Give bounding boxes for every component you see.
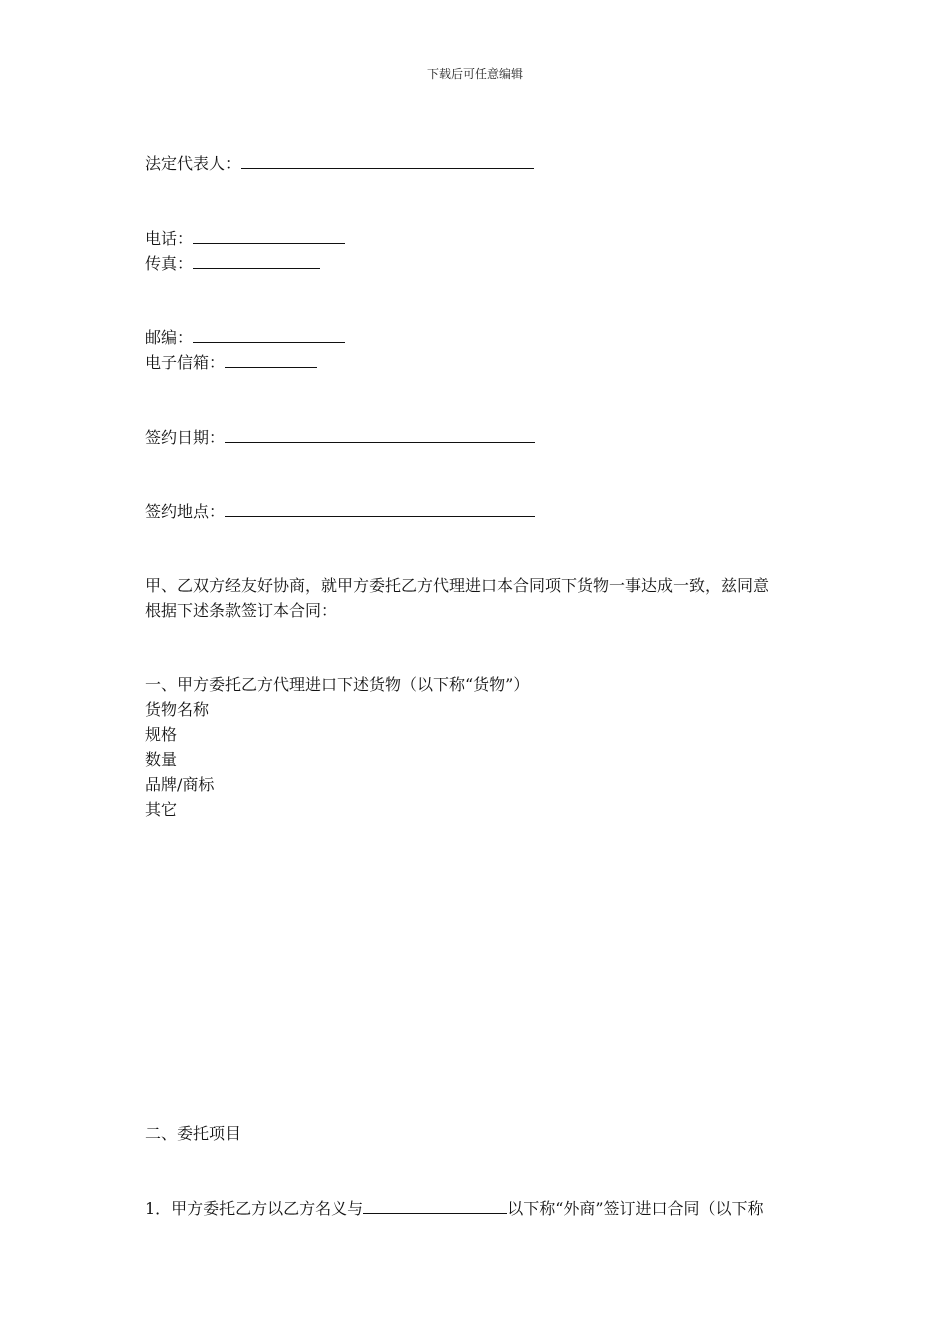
clause-1-party-blank[interactable] xyxy=(363,1196,507,1214)
fax-blank[interactable] xyxy=(193,251,320,269)
sign-date-line xyxy=(145,425,535,449)
phone-line xyxy=(145,226,345,250)
phone-label: 电话： xyxy=(145,229,194,248)
legal-rep-blank[interactable] xyxy=(241,151,534,169)
intro-line-2: 根据下述条款签订本合同： xyxy=(145,601,338,620)
intro-paragraph xyxy=(145,573,810,623)
section-2-title: 二、委托项目 xyxy=(145,1124,242,1143)
page-header: 下载后可任意编辑 xyxy=(426,67,523,81)
email-label: 电子信箱： xyxy=(145,353,226,372)
list-item: 货物名称 xyxy=(145,700,210,719)
email-line xyxy=(145,350,317,374)
email-blank[interactable] xyxy=(225,350,317,368)
legal-rep-line xyxy=(145,151,534,175)
section-1 xyxy=(145,672,810,822)
phone-blank[interactable] xyxy=(193,226,345,244)
section-1-title: 一、甲方委托乙方代理进口下述货物（以下称“货物”） xyxy=(145,675,530,694)
fax-line xyxy=(145,251,320,275)
clause-1-line xyxy=(145,1196,764,1220)
sign-date-blank[interactable] xyxy=(225,425,535,443)
intro-line-1: 甲、乙双方经友好协商，就甲方委托乙方代理进口本合同项下货物一事达成一致，兹同意 xyxy=(145,576,770,595)
clause-1-suffix: 以下称“外商”签订进口合同（以下称 xyxy=(507,1199,764,1218)
legal-rep-label: 法定代表人： xyxy=(145,154,242,173)
list-item: 规格 xyxy=(145,725,178,744)
postcode-label: 邮编： xyxy=(145,328,194,347)
clause-1-prefix: 1．甲方委托乙方以乙方名义与 xyxy=(145,1199,364,1218)
sign-date-label: 签约日期： xyxy=(145,428,226,447)
list-item: 数量 xyxy=(145,750,178,769)
fax-label: 传真： xyxy=(145,254,194,273)
sign-place-line xyxy=(145,499,535,523)
list-item: 品牌/商标 xyxy=(145,775,215,794)
postcode-line xyxy=(145,325,345,349)
list-item: 其它 xyxy=(145,800,178,819)
sign-place-blank[interactable] xyxy=(225,499,535,517)
postcode-blank[interactable] xyxy=(193,325,345,343)
sign-place-label: 签约地点： xyxy=(145,502,226,521)
section-2 xyxy=(145,1121,810,1146)
